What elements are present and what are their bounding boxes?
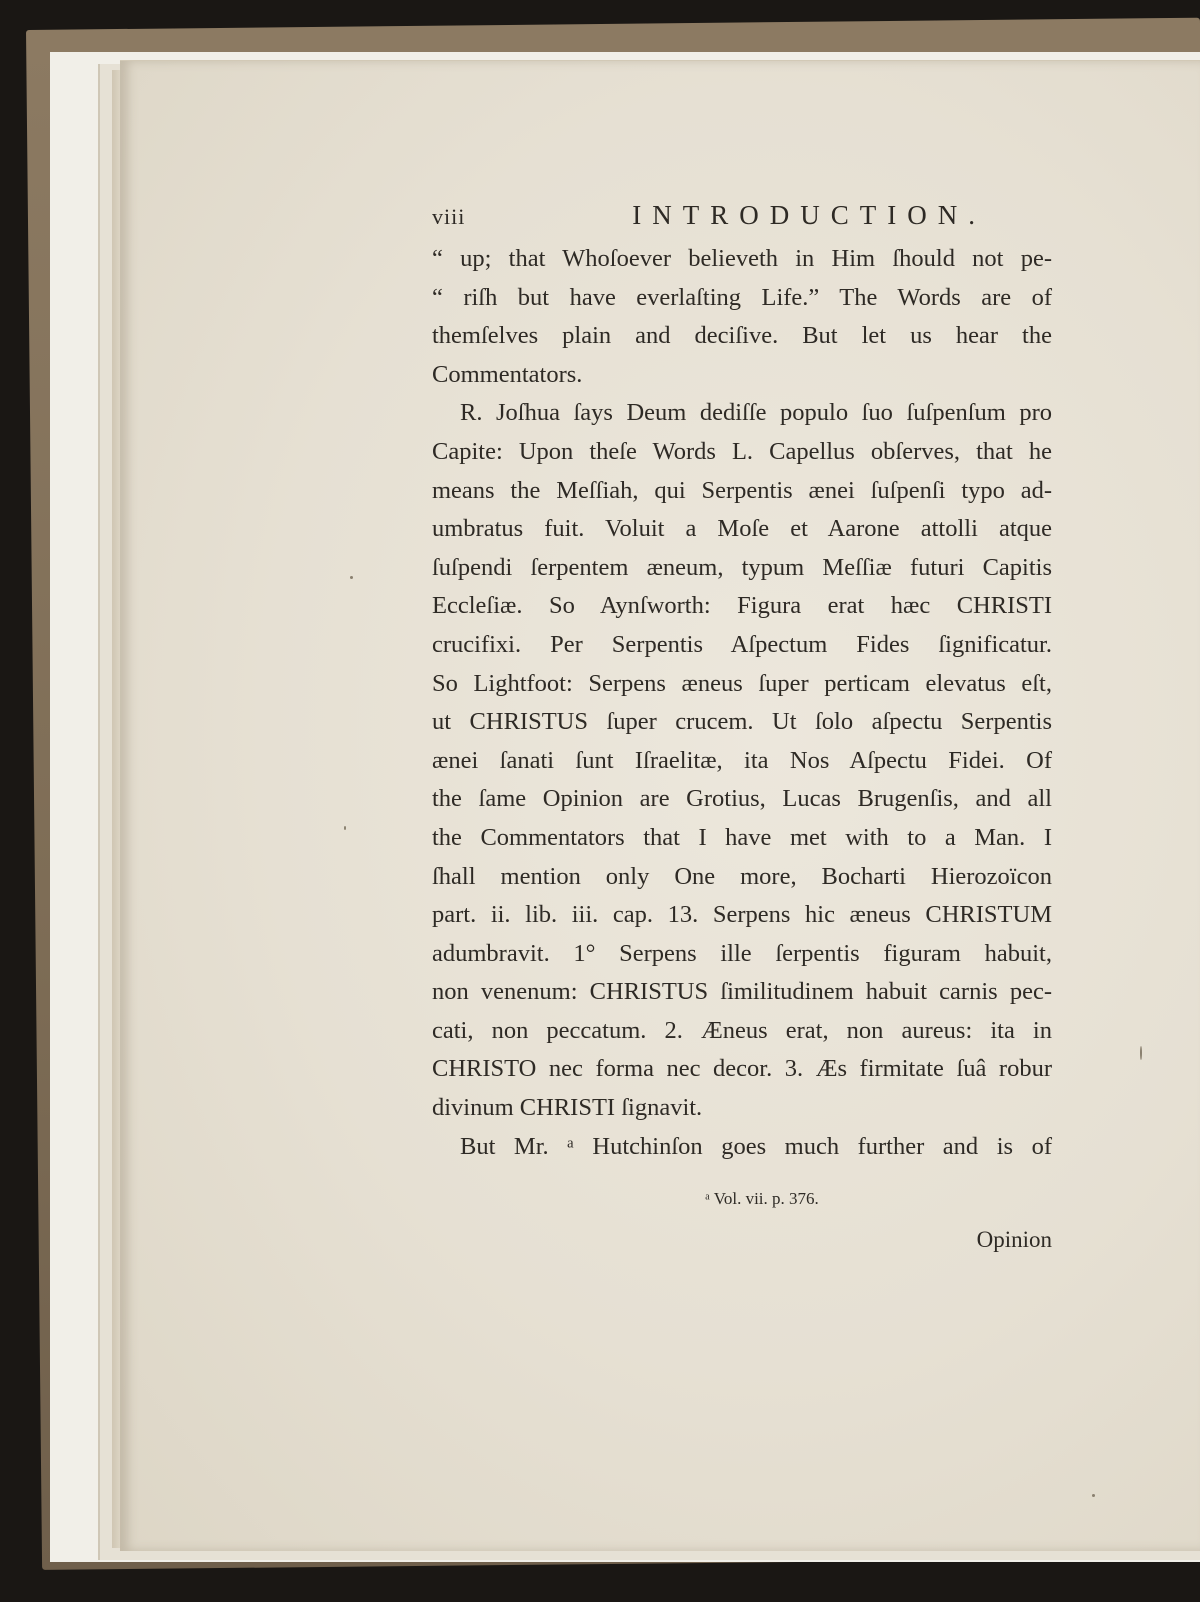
text-line: adumbravit. 1° Serpens ille ſerpentis figuram habuit, <box>432 939 1052 967</box>
catchword: Opinion <box>976 1226 1052 1252</box>
text-line: crucifixi. Per Serpentis Aſpectum Fides ſignificatur. <box>432 630 1052 658</box>
text-line: CHRISTO nec forma nec decor. 3. Æs firmitate ſuâ robur <box>432 1055 1052 1083</box>
paper-speck <box>1092 1494 1095 1497</box>
text-line: Eccleſiæ. So Aynſworth: Figura erat hæc CHRISTI <box>432 592 1052 620</box>
paper-speck <box>344 826 346 830</box>
text-line: Commentators. <box>432 360 583 388</box>
text-line: So Lightfoot: Serpens æneus ſuper perticam elevatus eſt, <box>432 669 1052 697</box>
text-line: ænei ſanati ſunt Iſraelitæ, ita Nos Aſpectu Fidei. Of <box>432 746 1052 774</box>
paper-speck <box>350 576 353 579</box>
text-line: Capite: Upon theſe Words L. Capellus obſerves, that he <box>432 437 1052 465</box>
text-line: “ riſh but have everlaſting Life.” The Words are of <box>432 283 1052 311</box>
text-line: R. Joſhua ſays Deum dediſſe populo ſuo ſuſpenſum pro <box>460 399 1052 427</box>
text-line: the ſame Opinion are Grotius, Lucas Brugenſis, and all <box>432 785 1052 813</box>
text-line: means the Meſſiah, qui Serpentis ænei ſuſpenſi typo ad- <box>432 476 1052 504</box>
page-header <box>432 196 1052 240</box>
text-line: part. ii. lib. iii. cap. 13. Serpens hic æneus CHRISTUM <box>432 901 1052 929</box>
paper-speck <box>1140 1046 1142 1060</box>
running-head: INTRODUCTION. <box>632 200 986 230</box>
text-line: umbratus fuit. Voluit a Moſe et Aarone attolli atque <box>432 515 1052 543</box>
text-line: “ up; that Whoſoever believeth in Him ſhould not pe- <box>432 245 1052 272</box>
text-line: cati, non peccatum. 2. Æneus erat, non aureus: ita in <box>432 1016 1052 1044</box>
text-line: ſhall mention only One more, Bocharti Hierozoïcon <box>432 862 1052 890</box>
text-line: ut CHRISTUS ſuper crucem. Ut ſolo aſpectu Serpentis <box>432 708 1052 736</box>
page-number: viii <box>432 204 466 229</box>
page-text <box>432 196 1052 1259</box>
text-line: non venenum: CHRISTUS ſimilitudinem habuit carnis pec- <box>432 978 1052 1006</box>
text-line: themſelves plain and deciſive. But let us hear the <box>432 322 1052 350</box>
text-line: divinum CHRISTI ſignavit. <box>432 1094 703 1122</box>
text-line: ſuſpendi ſerpentem æneum, typum Meſſiæ futuri Capitis <box>432 553 1052 581</box>
text-line: But Mr. ᵃ Hutchinſon goes much further and is of <box>460 1132 1052 1160</box>
text-line: the Commentators that I have met with to a Man. I <box>432 823 1052 851</box>
footnote: ᵃ Vol. vii. p. 376. <box>705 1189 819 1209</box>
